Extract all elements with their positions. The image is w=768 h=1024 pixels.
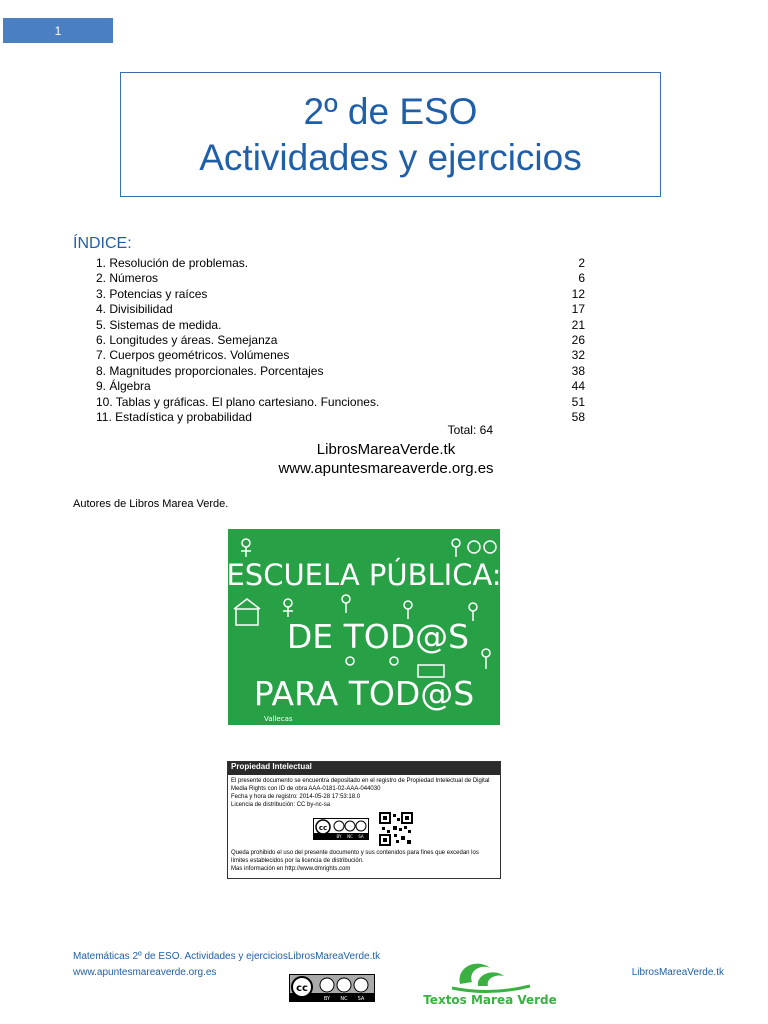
- toc-item-label: 10. Tablas y gráficas. El plano cartesiano. Funciones.: [96, 394, 380, 409]
- license-heading: Propiedad Intelectual: [228, 762, 500, 775]
- cc-label-sa: SA: [358, 834, 364, 839]
- license-date: Fecha y hora de registro: 2014-05-28 17:53:18.0: [231, 794, 361, 800]
- authors-text: Autores de Libros Marea Verde.: [73, 498, 229, 510]
- toc-item[interactable]: [96, 302, 585, 317]
- table-of-contents: [96, 256, 585, 425]
- footer-cc-nc: NC: [340, 996, 348, 1002]
- toc-item-page: 58: [571, 409, 585, 424]
- banner-signature: Vallecas: [264, 715, 293, 723]
- index-heading: ÍNDICE:: [73, 235, 132, 252]
- footer-cc-license-icon: [289, 974, 375, 1007]
- cc-by-nc-sa-icon: [313, 818, 369, 840]
- toc-item-label: 9. Álgebra: [96, 379, 151, 394]
- toc-item-label: 8. Magnitudes proporcionales. Porcentajes: [96, 363, 324, 378]
- toc-item[interactable]: [96, 348, 585, 363]
- footer-cc-sa: SA: [357, 996, 365, 1002]
- license-more-info[interactable]: Mas información en http://www.dmrights.com: [231, 866, 351, 872]
- page-number-tab: [3, 18, 113, 43]
- toc-item-label: 4. Divisibilidad: [96, 302, 173, 317]
- site-link-tk[interactable]: LibrosMareaVerde.tk: [316, 441, 456, 458]
- license-distribution: Licencia de distribución: CC by-nc-sa: [231, 802, 331, 808]
- toc-item-label: 3. Potencias y raíces: [96, 286, 208, 301]
- license-box: [227, 761, 501, 879]
- toc-item-page: 17: [571, 302, 585, 317]
- qr-code-icon: [379, 812, 413, 846]
- toc-item-page: 2: [578, 256, 585, 270]
- toc-item[interactable]: [96, 287, 585, 302]
- footer-site-link-right[interactable]: LibrosMareaVerde.tk: [631, 967, 724, 978]
- toc-item-page: 6: [578, 271, 585, 286]
- toc-item[interactable]: [96, 271, 585, 286]
- license-text-1: El presente documento se encuentra depositado en el registro de Propiedad Intelectual de Digital Media Rights con ID de obra AAA-0181-02-AAA-044030: [231, 778, 490, 792]
- toc-item[interactable]: [96, 256, 585, 271]
- toc-item-page: 32: [571, 348, 585, 363]
- toc-item-label: 11. Estadística y probabilidad: [96, 409, 252, 424]
- toc-item-page: 26: [571, 332, 585, 347]
- toc-item-page: 12: [571, 286, 585, 301]
- banner-line-3: PARA TOD@S: [253, 674, 475, 713]
- toc-item-page: 51: [571, 394, 585, 409]
- banner-illustration: [228, 529, 500, 725]
- title-line-2: Actividades y ejercicios: [199, 136, 582, 178]
- footer-site-link[interactable]: www.apuntesmareaverde.org.es: [73, 967, 217, 978]
- svg-text:cc: cc: [296, 983, 308, 994]
- site-links: [230, 440, 542, 478]
- cc-label-nc: NC: [347, 834, 353, 839]
- toc-item[interactable]: [96, 364, 585, 379]
- logo-text: Textos Marea Verde: [423, 993, 557, 1007]
- page-number: 1: [54, 23, 62, 38]
- title-box: [120, 72, 661, 197]
- toc-item-label: 6. Longitudes y áreas. Semejanza: [96, 332, 278, 347]
- toc-item[interactable]: [96, 379, 585, 394]
- toc-item-page: 38: [571, 363, 585, 378]
- site-link-org[interactable]: www.apuntesmareaverde.org.es: [278, 460, 494, 477]
- license-text-2: Queda prohibido el uso del presente documento y sus contenidos para fines que excedan los límites establecidos por la licencia de distribución.: [231, 850, 479, 864]
- toc-item-label: 1. Resolución de problemas.: [96, 256, 249, 270]
- toc-total: Total: 64: [447, 423, 493, 437]
- toc-item[interactable]: [96, 395, 585, 410]
- svg-text:cc: cc: [318, 824, 328, 832]
- toc-item-page: 21: [571, 317, 585, 332]
- toc-item-page: 44: [571, 379, 585, 394]
- cc-label-by: BY: [336, 834, 342, 839]
- toc-item-label: 2. Números: [96, 271, 159, 286]
- footer-book-title: Matemáticas 2º de ESO. Actividades y ejerciciosLibrosMareaVerde.tk: [73, 951, 381, 962]
- escuela-publica-banner: [228, 529, 500, 725]
- footer-cc-by: BY: [323, 996, 331, 1002]
- textos-marea-verde-logo: [423, 956, 557, 1013]
- title-line-1: 2º de ESO: [303, 90, 478, 132]
- toc-item-label: 5. Sistemas de medida.: [96, 317, 222, 332]
- toc-item[interactable]: [96, 318, 585, 333]
- banner-line-1: ESCUELA PÚBLICA:: [226, 558, 502, 592]
- banner-line-2: DE TOD@S: [286, 617, 470, 656]
- toc-item[interactable]: [96, 333, 585, 348]
- toc-item-label: 7. Cuerpos geométricos. Volúmenes: [96, 348, 290, 363]
